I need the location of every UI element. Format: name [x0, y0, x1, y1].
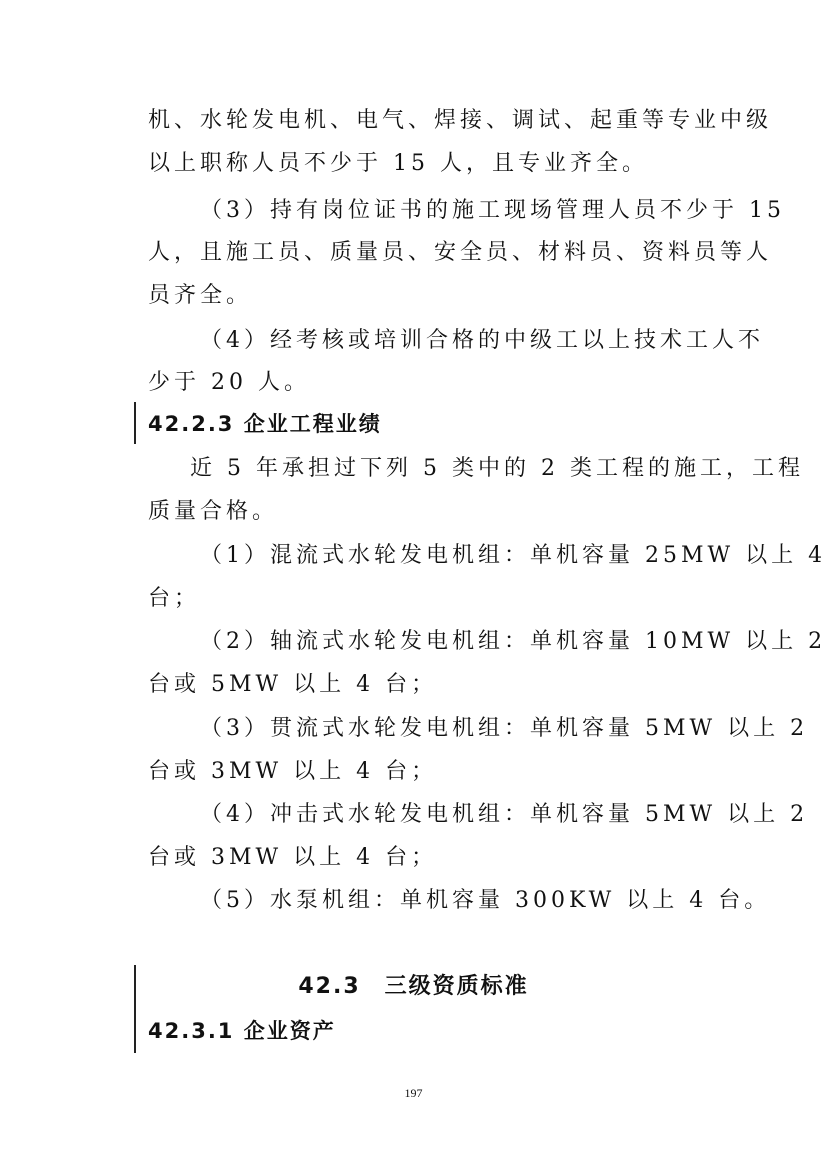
body-line: 少于 20 人。 [148, 370, 310, 395]
body-line: （3）持有岗位证书的施工现场管理人员不少于 15 [200, 198, 785, 223]
body-line: （4）经考核或培训合格的中级工以上技术工人不 [200, 328, 764, 353]
section-heading: 42.3.1 企业资产 [148, 1019, 336, 1043]
body-line: 以上职称人员不少于 15 人，且专业齐全。 [148, 151, 648, 176]
body-line: （3）贯流式水轮发电机组：单机容量 5MW 以上 2 [200, 716, 809, 741]
body-line: 人，且施工员、质量员、安全员、材料员、资料员等人 [148, 240, 773, 265]
body-line: 台或 3MW 以上 4 台； [148, 759, 438, 784]
body-line: 员齐全。 [148, 283, 253, 308]
body-line: （2）轴流式水轮发电机组：单机容量 10MW 以上 2 [200, 629, 827, 654]
body-line: 台或 3MW 以上 4 台； [148, 845, 438, 870]
body-line: （5）水泵机组：单机容量 300KW 以上 4 台。 [200, 888, 771, 913]
page-number: 197 [404, 1086, 423, 1100]
section-heading: 42.2.3 企业工程业绩 [148, 412, 382, 436]
body-line: 机、水轮发电机、电气、焊接、调试、起重等专业中级 [148, 108, 773, 133]
body-line: 质量合格。 [148, 499, 279, 524]
body-line: 近 5 年承担过下列 5 类中的 2 类工程的施工，工程 [190, 456, 804, 481]
body-line: （1）混流式水轮发电机组：单机容量 25MW 以上 4 [200, 543, 827, 568]
body-line: 台； [148, 586, 201, 611]
body-line: 台或 5MW 以上 4 台； [148, 672, 438, 697]
body-line: （4）冲击式水轮发电机组：单机容量 5MW 以上 2 [200, 802, 809, 827]
revision-bar [134, 402, 136, 444]
section-heading-centered: 42.3 三级资质标准 [298, 974, 529, 999]
